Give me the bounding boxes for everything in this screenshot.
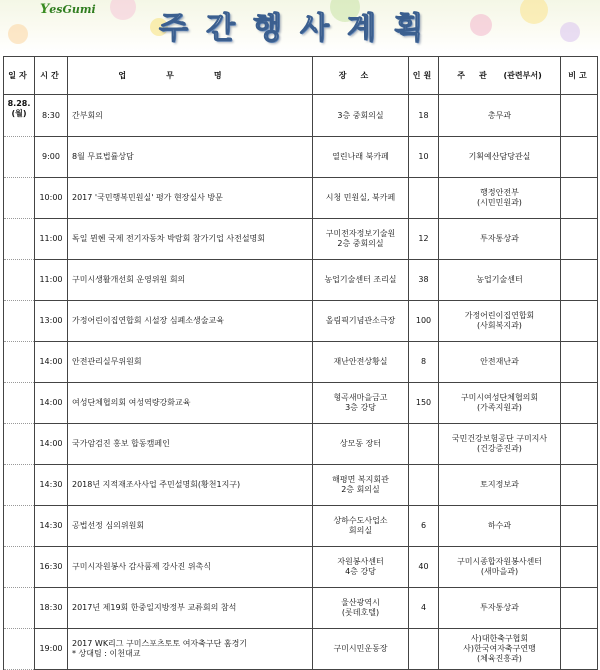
time-cell: 19:00	[35, 629, 68, 670]
agenda-cell-line: 2017 '국민행복민원실' 평가 현장실사 방문	[72, 193, 223, 202]
date-cell	[4, 301, 35, 342]
place-cell	[313, 137, 409, 178]
place-cell	[313, 383, 409, 424]
remarks-cell	[561, 383, 598, 424]
table-row	[4, 95, 598, 137]
place-cell-line: 재난안전상황실	[333, 357, 388, 366]
place-cell-line: 상모동 장터	[339, 439, 382, 448]
host-cell	[439, 629, 561, 670]
host-cell-line: 하수과	[487, 521, 512, 530]
host-cell	[439, 547, 561, 588]
place-cell-line: 구미전자정보기술원	[325, 229, 396, 238]
agenda-cell-line: 2017년 제19회 한중일지방정부 교류회의 참석	[72, 603, 237, 612]
host-cell-line: 토지정보과	[480, 480, 519, 489]
table-row	[4, 465, 598, 506]
place-cell	[313, 424, 409, 465]
place-cell-line: 해평면 복지회관	[332, 475, 389, 484]
agenda-cell	[68, 178, 313, 219]
place-cell	[313, 506, 409, 547]
brand-logo: YesGumi	[40, 2, 96, 17]
table-row	[4, 588, 598, 629]
people-cell	[409, 465, 439, 506]
people-cell: 12	[409, 219, 439, 260]
weekly-schedule-table	[3, 56, 598, 670]
table-row	[4, 342, 598, 383]
time-cell: 14:00	[35, 342, 68, 383]
place-cell-line: 울산광역시	[341, 598, 380, 607]
table-row	[4, 219, 598, 260]
host-cell	[439, 137, 561, 178]
remarks-cell	[561, 547, 598, 588]
column-header-agenda: 업무명	[68, 57, 313, 95]
time-cell: 14:00	[35, 383, 68, 424]
host-cell	[439, 506, 561, 547]
agenda-cell-line: 8월 무료법률상담	[72, 152, 134, 161]
place-cell-line: 3층 중회의실	[337, 110, 384, 120]
agenda-cell	[68, 219, 313, 260]
agenda-cell	[68, 506, 313, 547]
table-row	[4, 547, 598, 588]
column-header-host: 주관 (관련부서)	[439, 57, 561, 95]
agenda-cell	[68, 260, 313, 301]
host-cell	[439, 424, 561, 465]
host-cell-line: 투자통상과	[480, 603, 519, 612]
agenda-cell	[68, 342, 313, 383]
time-cell: 14:00	[35, 424, 68, 465]
place-cell	[313, 219, 409, 260]
people-cell: 40	[409, 547, 439, 588]
remarks-cell	[561, 137, 598, 178]
date-cell	[4, 547, 35, 588]
date-cell	[4, 424, 35, 465]
agenda-cell-line: 국가암검진 홍보 합동캠페인	[72, 439, 170, 448]
agenda-cell-line: 2017 WK리그 구미스포츠토토 여자축구단 홈경기	[72, 639, 248, 648]
place-cell-line: 2층 중회의실	[337, 239, 384, 248]
remarks-cell	[561, 506, 598, 547]
host-cell-line: 농업기술센터	[476, 275, 523, 284]
date-cell	[4, 506, 35, 547]
place-cell-line: 구미시민운동장	[333, 644, 388, 653]
place-cell-line: 올림픽기념관소극장	[325, 316, 396, 325]
place-cell	[313, 178, 409, 219]
agenda-cell-line: * 상대팀 : 이천대교	[72, 649, 141, 658]
table-row	[4, 137, 598, 178]
host-cell-line: 가정어린이집연합회	[464, 311, 535, 320]
page-header	[0, 0, 600, 52]
remarks-cell	[561, 342, 598, 383]
agenda-cell	[68, 383, 313, 424]
agenda-cell-line: 가정어린이집연합회 시설장 심폐소생술교육	[72, 316, 224, 325]
place-cell	[313, 260, 409, 301]
remarks-cell	[561, 588, 598, 629]
place-cell	[313, 588, 409, 629]
time-cell: 8:30	[35, 95, 68, 137]
agenda-cell	[68, 547, 313, 588]
agenda-cell	[68, 629, 313, 670]
host-cell-line: 구미시종합자원봉사센터	[456, 557, 542, 566]
time-cell: 11:00	[35, 219, 68, 260]
agenda-cell-line: 여성단체협의회 여성역량강화교육	[72, 398, 191, 407]
agenda-cell	[68, 465, 313, 506]
table-row	[4, 383, 598, 424]
agenda-cell	[68, 424, 313, 465]
people-cell: 8	[409, 342, 439, 383]
date-cell	[4, 383, 35, 424]
column-header-remarks: 비고	[561, 57, 598, 95]
host-cell-line: 기획예산담당관실	[468, 152, 531, 161]
date-day: 8.28.	[7, 99, 31, 108]
people-cell: 100	[409, 301, 439, 342]
people-cell	[409, 629, 439, 670]
agenda-cell-line: 구미시자원봉사 감사품제 강사진 위촉식	[72, 562, 212, 571]
place-cell	[313, 342, 409, 383]
place-cell-line: 2층 회의실	[341, 485, 380, 494]
place-cell-line: 농업기술센터 조리실	[324, 275, 397, 284]
date-weekday: (월)	[11, 109, 27, 118]
people-cell: 150	[409, 383, 439, 424]
host-cell	[439, 301, 561, 342]
date-cell	[4, 342, 35, 383]
host-cell-line: (새마을과)	[480, 567, 519, 576]
remarks-cell	[561, 178, 598, 219]
host-cell-line: 투자통상과	[480, 234, 519, 243]
table-row	[4, 424, 598, 465]
people-cell: 4	[409, 588, 439, 629]
agenda-cell	[68, 137, 313, 178]
agenda-cell	[68, 95, 313, 137]
page-title: 주간행사계획	[159, 11, 441, 46]
people-cell: 10	[409, 137, 439, 178]
host-cell-line: (건강증진과)	[477, 444, 522, 453]
people-cell	[409, 424, 439, 465]
host-cell	[439, 95, 561, 137]
remarks-cell	[561, 219, 598, 260]
agenda-cell-line: 독일 뮌헨 국제 전기자동차 박람회 참가기업 사전설명회	[72, 234, 265, 243]
time-cell: 14:30	[35, 506, 68, 547]
host-cell	[439, 260, 561, 301]
host-cell-line: 사)한국여자축구연맹	[463, 644, 536, 653]
time-cell: 11:00	[35, 260, 68, 301]
place-cell-line: (롯데호텔)	[341, 608, 380, 617]
column-header-place: 장소	[313, 57, 409, 95]
place-cell-line: 형곡새마을금고	[333, 393, 388, 402]
place-cell	[313, 465, 409, 506]
place-cell-line: 자원봉사센터	[337, 557, 384, 566]
host-cell-line: (가족지원과)	[477, 403, 522, 412]
date-cell	[4, 137, 35, 178]
agenda-cell	[68, 588, 313, 629]
host-cell-line: 사)대한축구협회	[470, 634, 529, 643]
host-cell-line: (시민민원과)	[477, 198, 522, 207]
remarks-cell	[561, 465, 598, 506]
place-cell-line: 열린나래 북카페	[332, 152, 389, 161]
remarks-cell	[561, 424, 598, 465]
column-header-people: 인원	[409, 57, 439, 95]
time-cell: 9:00	[35, 137, 68, 178]
people-cell: 6	[409, 506, 439, 547]
place-cell	[313, 547, 409, 588]
place-cell-line: 회의실	[348, 526, 373, 535]
date-cell	[4, 465, 35, 506]
host-cell-line: (체육진흥과)	[477, 654, 522, 663]
time-cell: 18:30	[35, 588, 68, 629]
place-cell	[313, 629, 409, 670]
table-row	[4, 178, 598, 219]
people-cell	[409, 178, 439, 219]
host-cell	[439, 342, 561, 383]
remarks-cell	[561, 95, 598, 137]
time-cell: 13:00	[35, 301, 68, 342]
date-cell	[4, 95, 35, 137]
table-row	[4, 260, 598, 301]
remarks-cell	[561, 260, 598, 301]
agenda-cell	[68, 301, 313, 342]
host-cell-line: 구미시여성단체협의회	[460, 393, 539, 402]
agenda-cell-line: 구미시생활개선회 운영위원 회의	[72, 275, 186, 284]
table-header-row	[4, 57, 598, 95]
time-cell: 10:00	[35, 178, 68, 219]
host-cell	[439, 588, 561, 629]
agenda-cell-line: 2018년 지적재조사사업 주민설명회(황천1지구)	[72, 480, 241, 489]
table-row	[4, 506, 598, 547]
host-cell-line: 행정안전부	[480, 188, 519, 197]
host-cell-line: 국민건강보험공단 구미지사	[451, 434, 548, 443]
host-cell	[439, 383, 561, 424]
place-cell-line: 상하수도사업소	[333, 516, 388, 525]
agenda-cell-line: 공법선정 심의위원회	[72, 521, 145, 530]
place-cell	[313, 301, 409, 342]
agenda-cell-line: 안전관리실무위원회	[72, 357, 142, 366]
place-cell-line: 시청 민원실, 북카페	[325, 193, 396, 202]
time-cell: 14:30	[35, 465, 68, 506]
column-header-date: 일자	[4, 57, 35, 95]
host-cell-line: 총무과	[487, 110, 512, 120]
date-cell	[4, 629, 35, 670]
table-row	[4, 629, 598, 670]
remarks-cell	[561, 629, 598, 670]
place-cell-line: 3층 강당	[345, 403, 376, 412]
host-cell	[439, 178, 561, 219]
people-cell: 38	[409, 260, 439, 301]
host-cell-line: 안전재난과	[480, 357, 519, 366]
date-cell	[4, 588, 35, 629]
people-cell: 18	[409, 95, 439, 137]
remarks-cell	[561, 301, 598, 342]
host-cell	[439, 465, 561, 506]
date-cell	[4, 178, 35, 219]
host-cell-line: (사회복지과)	[477, 321, 522, 330]
place-cell	[313, 95, 409, 137]
agenda-cell-line: 간부회의	[72, 110, 103, 120]
date-cell	[4, 260, 35, 301]
place-cell-line: 4층 강당	[345, 567, 376, 576]
host-cell	[439, 219, 561, 260]
column-header-time: 시간	[35, 57, 68, 95]
table-row	[4, 301, 598, 342]
date-cell	[4, 219, 35, 260]
time-cell: 16:30	[35, 547, 68, 588]
